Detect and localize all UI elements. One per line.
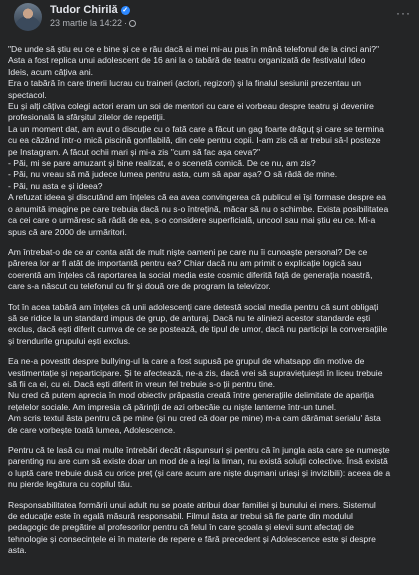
post-text-line: Pentru că te lasă cu mai multe întrebări decât răspunsuri și pentru că în jungla asta care se numește	[8, 445, 390, 455]
post-text-line: cu ea căzând într-o mică piscină gonflabilă, din cele pentru copii. I-am zis că ar trebui să-l posteze	[8, 135, 381, 146]
post-text-line: să se ridice la un standard impus de grup, de anturaj. Dacă nu te aliniezi acestor standarde ești	[8, 312, 371, 323]
verified-badge-icon: ✓	[122, 6, 129, 14]
post-text-line: Asta a fost replica unui adolescent de 16 ani la o tabără de teatru organizată de festivalul Ideo	[8, 55, 366, 66]
author-name[interactable]: Tudor Chirilă	[50, 4, 118, 16]
author-name-row	[50, 4, 130, 16]
post-text-line: tehnologie și consecințele ei în materie de repere e fără precedent și Adolescence este și despre	[8, 533, 376, 544]
paragraph-gap	[8, 347, 411, 356]
post-meta	[50, 18, 136, 28]
post-paragraph	[8, 445, 411, 491]
post-text-line: vestimentație și neparticipare. Și te afectează, ne-a zis, dacă vrei să supraviețuiești în liceu trebuie	[8, 367, 383, 378]
post-text-line: La un moment dat, am avut o discuție cu o fată care a făcut un gag foarte drăguț și care se termina	[8, 123, 384, 134]
post-text-line: să fii ca ei, cu ei. Dacă ești diferit în vreun fel trebuie s-o ții pentru tine.	[8, 378, 276, 389]
paragraph-gap	[8, 436, 411, 445]
author-avatar[interactable]	[14, 3, 42, 31]
post-text-line: părerea lor ar fi atât de importantă pentru ea? Chiar dacă nu am primit o explicație logică sau	[8, 258, 362, 269]
post-text-line: exclus, dacă ești diferit cumva de ce se postează, de tipul de umor, dacă nu participi la conversațiile	[8, 324, 388, 335]
post-text-line: Responsabilitatea formării unui adult nu se poate atribui doar familiei și bunului ei mers. Sistemul	[8, 499, 376, 510]
post-text-line: A refuzat ideea și discutând am înțeles că ea avea convingerea că publicul ei își formase despre ea	[8, 192, 386, 203]
post-text-line: profesională la sfârșitul zilelor de repetiții.	[8, 112, 166, 123]
post-paragraph	[8, 500, 411, 557]
post-text-line: Am scris textul ăsta pentru că pe mine (și nu cred că doar pe mine) m-a cam dărâmat serialu' ăsta	[8, 413, 381, 424]
post-text-line: spectacol.	[8, 89, 47, 100]
post-text-line: - Păi, nu vreau să mă judece lumea pentru asta, cum să apar așa? O să râdă de mine.	[8, 169, 338, 180]
post-text-line: de educație este în egală măsură responsabil. Filmul ăsta ar trebui să fie parte din modulul	[8, 511, 353, 522]
paragraph-gap	[8, 491, 411, 500]
post-text-line: Nu cred că putem aprecia în mod obiectiv prăpastia creată între generațiile delimitate de apariția	[8, 390, 374, 401]
post-text-line: care s-a născut cu telefonul cu fir și două ore de program la televizor.	[8, 281, 271, 292]
post-text-line: asta.	[8, 545, 27, 556]
post-text-line: - Păi, mi se pare amuzant și bine realizat, e o scenetă comică. De ce nu, am zis?	[8, 158, 316, 169]
post-text-line: rețelelor sociale. Am impresia că părinții de azi orbecăie cu niște lanterne într-un tunel.	[8, 401, 337, 412]
post-paragraph	[8, 302, 411, 348]
post-text-line: o anumită imagine pe care trebuia dacă nu s-o întrețină, măcar să nu o schimbe. Exista posibilitatea	[8, 203, 389, 214]
post-text-line: - Păi, nu asta e și ideea?	[8, 180, 103, 191]
post-text-line: nu pierde legătura cu copilul tău.	[8, 479, 133, 490]
post-text-line: și trendurile grupului ești exclus.	[8, 335, 131, 346]
post-text-line: pedagogic de pregătire al profesorilor pentru că felul în care școala și elevii sunt afectați de	[8, 522, 354, 533]
more-options-button[interactable]: ···	[396, 6, 411, 20]
paragraph-gap	[8, 238, 411, 247]
globe-icon	[129, 20, 136, 27]
post-paragraph	[8, 356, 411, 436]
post-text-line: de care vorbește toată lumea, Adolescence.	[8, 424, 176, 435]
post-text-line: spus că are 2000 de urmăritori.	[8, 226, 127, 237]
post-text-line: parenting nu are cum să existe doar un mod de a ieși la liman, nu există soluții colective. Însă există	[8, 456, 388, 467]
post-text-line: Era o tabără în care tinerii lucrau cu traineri (actori, regizori) și la finalul sesiunii prezentau un	[8, 78, 361, 89]
post-paragraph	[8, 247, 411, 293]
post-header	[8, 0, 419, 44]
post-text-line: Ideis, acum câțiva ani.	[8, 66, 94, 77]
post-text-line: Eu și alți câțiva colegi actori eram un soi de mentori cu care ei vorbeau despre teatru și devenire	[8, 101, 374, 112]
post-text-line: o luptă care trebuie dusă cu orice preț (și care acum are niște dușmani uriași și invizibili): aceea de a	[8, 467, 391, 478]
post-text-line: coerentă am înțeles că raportarea la social media este cosmic diferită față de generația noastră,	[8, 269, 373, 280]
post-body	[8, 44, 419, 557]
post-timestamp[interactable]: 23 martie la 14:22	[50, 18, 123, 28]
post-text-line: pe Instagram. A făcut ochii mari și mi-a zis "cum să fac așa ceva?"	[8, 146, 261, 157]
post-paragraph	[8, 44, 411, 238]
post-text-line: Ea ne-a povestit despre bullying-ul la care a fost supusă pe grupul de whatsapp din motive de	[8, 356, 365, 367]
post-text-line: "De unde să știu eu ce e bine și ce e rău dacă ai mei mi-au pus în mână telefonul de la cinci ani?"	[8, 44, 380, 54]
post-text-line: Tot în acea tabără am înțeles că unii adolescenți care detestă social media pentru că sunt obligați	[8, 301, 379, 312]
meta-separator: ·	[124, 18, 128, 28]
paragraph-gap	[8, 293, 411, 302]
post-text-line: ca cei care o urmăresc să râdă de ea, s-o considere superficială, uncool sau mai știu eu ce. Mi-a	[8, 215, 376, 226]
post-text-line: Am întrebat-o de ce ar conta atât de mult niște oameni pe care nu îi cunoaște personal? De ce	[8, 246, 368, 257]
